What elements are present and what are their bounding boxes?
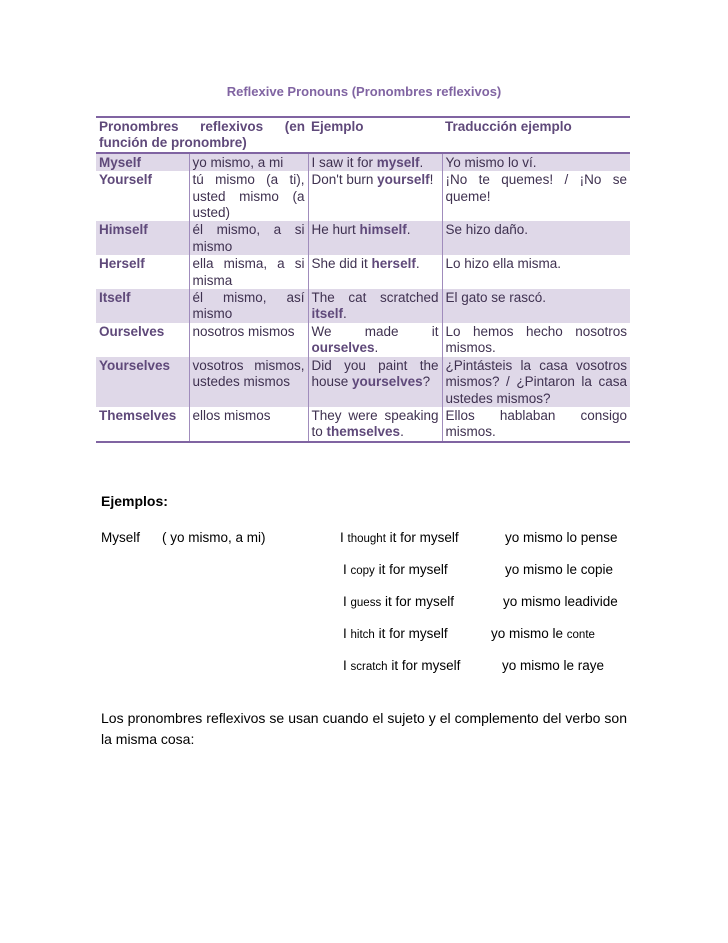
example-bold-word: ourselves [311, 340, 375, 356]
explanation-paragraph: Los pronombres reflexivos se usan cuando el sujeto y el complemento del verbo son la misma cosa: [101, 710, 627, 747]
table-row [96, 357, 630, 407]
pronoun-cell: Ourselves [96, 323, 189, 357]
pronoun-cell: Herself [96, 255, 189, 289]
sentence-subject: I [343, 658, 351, 673]
example-punct: . [343, 306, 347, 322]
example-bold-word: yourselves [352, 374, 423, 390]
table-row [96, 289, 630, 323]
example-cell [308, 255, 442, 289]
example-punct: . [415, 256, 420, 272]
example-bold-word: herself [371, 256, 416, 272]
translation-cell: Lo hemos hecho nosotros mismos. [445, 323, 627, 356]
example-text: I saw it for [311, 154, 377, 170]
pronoun-cell: Yourselves [96, 357, 189, 407]
sentence-rest: it for myself [387, 658, 461, 673]
example-text: She did it [311, 256, 372, 272]
example-bold-word: itself [311, 306, 344, 322]
example-translation [505, 530, 618, 545]
example-text: Did you paint the house [311, 357, 439, 390]
translation-cell: ¡No te quemes! / ¡No se queme! [445, 172, 627, 204]
example-text: They were speaking to [311, 407, 439, 440]
example-word: Myself [101, 530, 141, 545]
example-cell [308, 289, 442, 323]
meaning-cell: ella misma, a si misma [189, 255, 308, 289]
example-bold-word: myself [376, 154, 420, 170]
example-text: The cat scratched [311, 290, 439, 306]
pronoun-cell: Myself [96, 153, 189, 171]
table-row [96, 153, 630, 171]
example-sentence [343, 594, 454, 609]
pronoun-cell: Itself [96, 289, 189, 323]
meaning-cell: tú mismo (a ti), usted mismo (a usted) [189, 171, 308, 221]
reflexive-pronouns-table [96, 116, 630, 443]
sentence-rest: it for myself [385, 530, 459, 545]
example-translation [502, 658, 604, 673]
sentence-rest: it for myself [374, 562, 448, 577]
example-sentence [343, 658, 460, 673]
table-row [96, 407, 630, 442]
sentence-verb: thought [347, 533, 386, 545]
example-punct: . [406, 222, 411, 238]
meaning-cell: él mismo, a si mismo [189, 221, 308, 255]
example-text: Don't burn [311, 172, 378, 188]
translation-cell: Lo hizo ella misma. [445, 256, 562, 272]
meaning-cell: él mismo, así mismo [189, 289, 308, 323]
pronoun-cell: Themselves [96, 407, 189, 442]
example-sentence [343, 562, 448, 577]
sentence-subject: I [340, 530, 348, 545]
example-translation [503, 594, 618, 609]
sentence-rest: it for myself [381, 594, 454, 609]
example-cell [308, 407, 442, 442]
translation-text: yo mismo le copie [505, 562, 614, 577]
translation-cell: Ellos hablaban consigo mismos. [442, 407, 630, 442]
example-cell [308, 153, 442, 171]
document-title: Reflexive Pronouns (Pronombres reflexivos) [226, 84, 502, 99]
translation-cell: El gato se rascó. [442, 289, 630, 323]
translation-cell: Se hizo daño. [442, 221, 630, 255]
example-punct: . [419, 154, 424, 170]
translation-cell: Yo mismo lo ví. [442, 153, 630, 171]
translation-text: yo mismo le raye [502, 658, 605, 673]
example-punct: ? [422, 374, 431, 390]
table-row [96, 171, 630, 221]
examples-heading: Ejemplos: [101, 493, 168, 509]
example-cell [308, 357, 442, 407]
table-row [96, 221, 630, 255]
sentence-verb: guess [350, 597, 382, 609]
meaning-cell: yo mismo, a mi [189, 153, 308, 171]
table-row [96, 323, 630, 357]
translation-small-text: conte [566, 629, 595, 641]
meaning-cell: nosotros mismos [189, 323, 308, 357]
example-text: He hurt [311, 222, 360, 238]
sentence-subject: I [343, 626, 351, 641]
translation-text: yo mismo lo pense [505, 530, 618, 545]
table-row [96, 255, 630, 289]
example-sentence [343, 626, 448, 641]
meaning-cell: ellos mismos [189, 407, 308, 442]
example-translation [491, 626, 595, 641]
example-word-meaning: ( yo mismo, a mi) [162, 530, 266, 545]
translation-text: yo mismo le [491, 626, 567, 641]
header-translation: Traducción ejemplo [442, 117, 630, 153]
example-punct: . [400, 424, 404, 440]
sentence-verb: hitch [350, 629, 375, 641]
example-punct: ! [429, 172, 434, 188]
sentence-subject: I [343, 594, 351, 609]
table-header-row [96, 117, 630, 153]
example-bold-word: themselves [326, 424, 401, 440]
example-cell [308, 323, 442, 357]
meaning-cell: vosotros mismos, ustedes mismos [189, 357, 308, 407]
example-bold-word: yourself [377, 172, 430, 188]
sentence-verb: scratch [350, 661, 388, 673]
example-bold-word: himself [359, 222, 407, 238]
example-cell [308, 221, 442, 255]
example-cell [308, 171, 442, 221]
translation-text: yo mismo leadivide [503, 594, 618, 609]
header-pronouns: Pronombres reflexivos (en función de pronombre) [96, 117, 308, 153]
translation-cell: ¿Pintásteis la casa vosotros mismos? / ¿Pintaron la casa ustedes mismos? [442, 357, 630, 407]
pronoun-cell: Yourself [96, 171, 189, 221]
pronoun-cell: Himself [96, 221, 189, 255]
sentence-rest: it for myself [374, 626, 448, 641]
example-text: We made it [311, 323, 439, 339]
header-example: Ejemplo [308, 117, 442, 153]
example-sentence [340, 530, 459, 545]
sentence-verb: copy [350, 565, 375, 577]
sentence-subject: I [343, 562, 351, 577]
example-translation [505, 562, 613, 577]
example-punct: . [374, 340, 379, 356]
